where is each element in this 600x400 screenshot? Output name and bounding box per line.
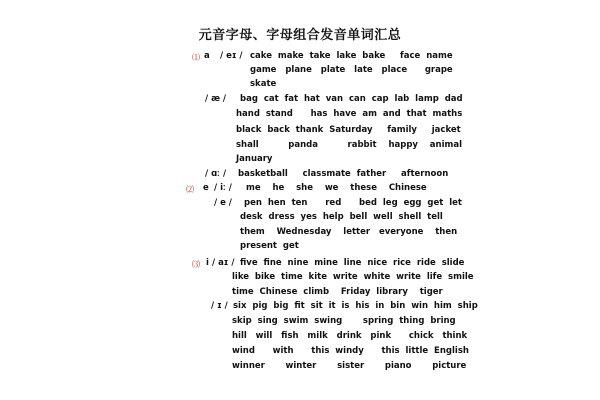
word-line: black back thank Saturday family jacket [236, 125, 461, 135]
phonetic-ei: / eɪ / [220, 51, 243, 61]
word-line: hand stand has have am and that maths [236, 109, 463, 119]
word-line: me he she we these Chinese [246, 183, 427, 193]
phonetic-e: / e / [214, 198, 232, 208]
word-line: six pig big fit sit it is his in bin win him ship [233, 301, 478, 311]
phonetic-i-long: / iː / [214, 183, 232, 193]
word-line: present get [240, 241, 299, 251]
word-line: hill will fish milk drink pink chick think [232, 331, 468, 341]
word-line: five fine nine mine line nice rice ride slide [240, 258, 465, 268]
section-number-2: ⑵ [186, 185, 194, 194]
section-letter-e: e [203, 183, 209, 193]
word-line: pen hen ten red bed leg egg get let [244, 198, 462, 208]
word-line: skate [250, 79, 277, 89]
phonetic-short-i: / ɪ / [211, 301, 228, 311]
word-line: cake make take lake bake face name [250, 51, 453, 61]
word-line: January [236, 154, 273, 164]
section-number-1: ⑴ [192, 53, 200, 62]
section-letter-a: a [204, 51, 210, 61]
section-number-3: ⑶ [192, 260, 200, 269]
phonetic-a-long: / ɑː / [205, 169, 227, 179]
word-line: like bike time kite write white write life smile [232, 272, 474, 282]
word-line: winner winter sister piano picture [232, 361, 467, 371]
word-line: desk dress yes help bell well shell tell [240, 212, 443, 222]
word-line: them Wednesday letter everyone then [240, 227, 458, 237]
phonetic-ai: / aɪ / [212, 258, 235, 268]
phonetic-ae: / æ / [205, 94, 227, 104]
word-line: time Chinese climb Friday library tiger [232, 287, 443, 297]
word-line: basketball classmate father afternoon [238, 169, 449, 179]
word-line: skip sing swim swing spring thing bring [232, 316, 456, 326]
page-title: 元音字母、字母组合发音单词汇总 [198, 28, 402, 43]
word-line: bag cat fat hat van can cap lab lamp dad [240, 94, 463, 104]
section-letter-i: i [206, 258, 209, 268]
word-line: shall panda rabbit happy animal [236, 140, 463, 150]
word-line: game plane plate late place grape [250, 65, 453, 75]
word-line: wind with this windy this little English [232, 346, 469, 356]
